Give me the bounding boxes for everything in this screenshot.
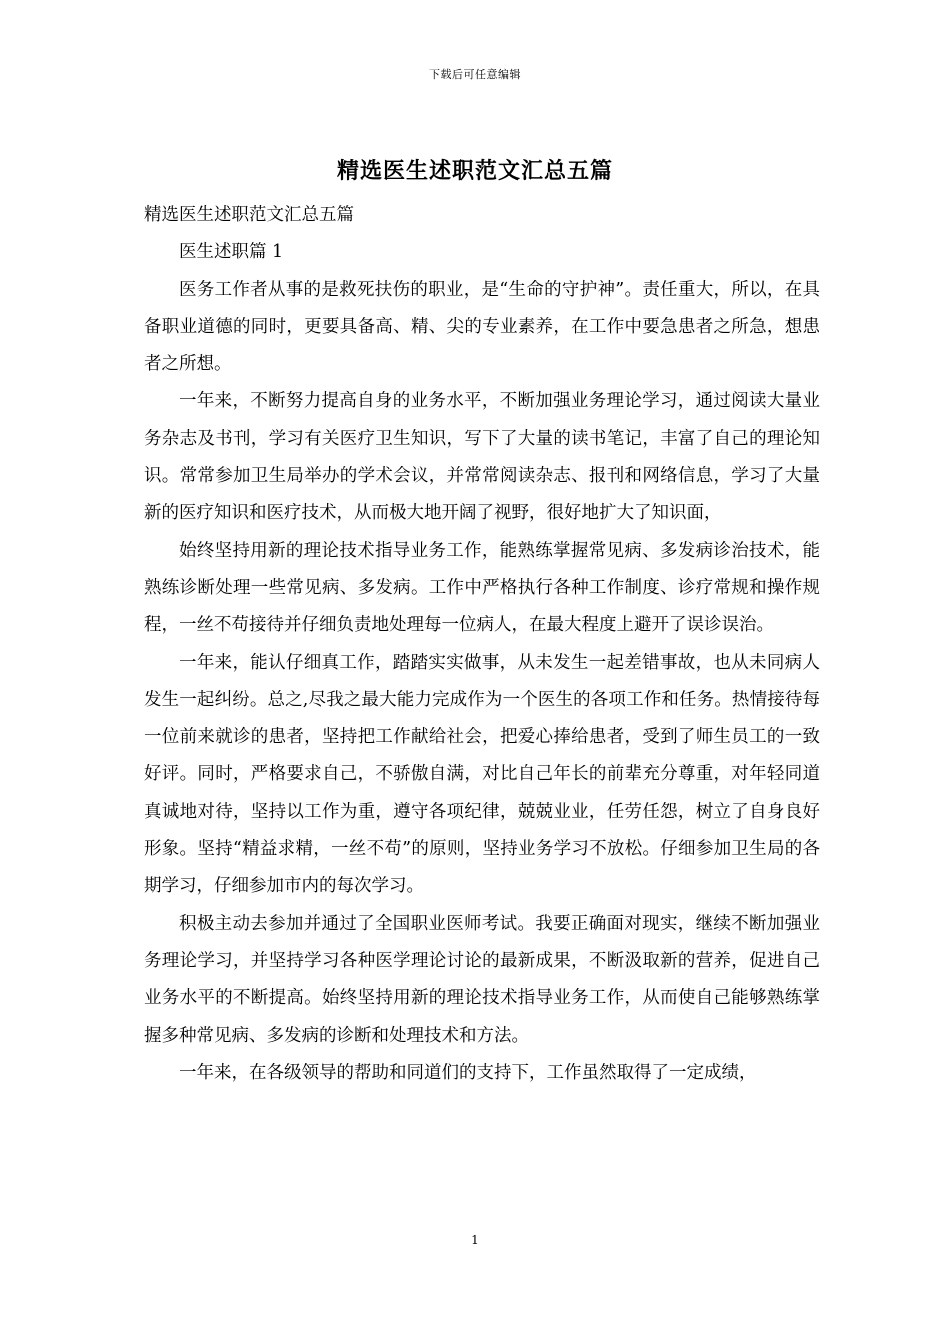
header-note: 下载后可任意编辑 <box>429 68 521 81</box>
document-subtitle: 精选医生述职范文汇总五篇 <box>144 205 354 225</box>
paragraph-2: 一年来，不断努力提高自身的业务水平，不断加强业务理论学习，通过阅读大量业务杂志及书刊，学习有关医疗卫生知识，写下了大量的读书笔记，丰富了自己的理论知识。常常参加卫生局举办的学术会议，并常常阅读杂志、报刊和网络信息，学习了大量新的医疗知识和医疗技术，从而极大地开阔了视野，很好地扩大了知识面， <box>144 391 820 524</box>
section-heading: 医生述职篇 1 <box>179 242 284 263</box>
paragraph-4: 一年来，能认仔细真工作，踏踏实实做事，从未发生一起差错事故，也从未同病人发生一起纠纷。总之,尽我之最大能力完成作为一个医生的各项工作和任务。热情接待每一位前来就诊的患者，坚持把工作献给社会，把爱心捧给患者，受到了师生员工的一致好评。同时，严格要求自己，不骄傲自满，对比自己年长的前辈充分尊重，对年轻同道真诚地对待，坚持以工作为重，遵守各项纪律，兢兢业业，任劳任怨，树立了自身良好形象。坚持“精益求精，一丝不苟”的原则，坚持业务学习不放松。仔细参加卫生局的各期学习，仔细参加市内的每次学习。 <box>144 652 820 897</box>
page-number: 1 <box>471 1233 479 1247</box>
document-title: 精选医生述职范文汇总五篇 <box>336 158 613 184</box>
paragraph-6: 一年来，在各级领导的帮助和同道们的支持下，工作虽然取得了一定成绩， <box>179 1062 757 1083</box>
paragraph-3: 始终坚持用新的理论技术指导业务工作，能熟练掌握常见病、多发病诊治技术，能熟练诊断处理一些常见病、多发病。工作中严格执行各种工作制度、诊疗常规和操作规程，一丝不苟接待并仔细负责地处理每一位病人，在最大程度上避开了误诊误治。 <box>144 540 820 636</box>
document-body <box>144 197 820 1092</box>
paragraph-1: 医务工作者从事的是救死扶伤的职业，是“生命的守护神”。责任重大，所以，在具备职业道德的同时，更要具备高、精、尖的专业素养，在工作中要急患者之所急，想患者之所想。 <box>144 279 820 375</box>
paragraph-5: 积极主动去参加并通过了全国职业医师考试。我要正确面对现实，继续不断加强业务理论学习，并坚持学习各种医学理论讨论的最新成果，不断汲取新的营养，促进自己业务水平的不断提高。始终坚持用新的理论技术指导业务工作，从而使自己能够熟练掌握多种常见病、多发病的诊断和处理技术和方法。 <box>144 913 820 1046</box>
